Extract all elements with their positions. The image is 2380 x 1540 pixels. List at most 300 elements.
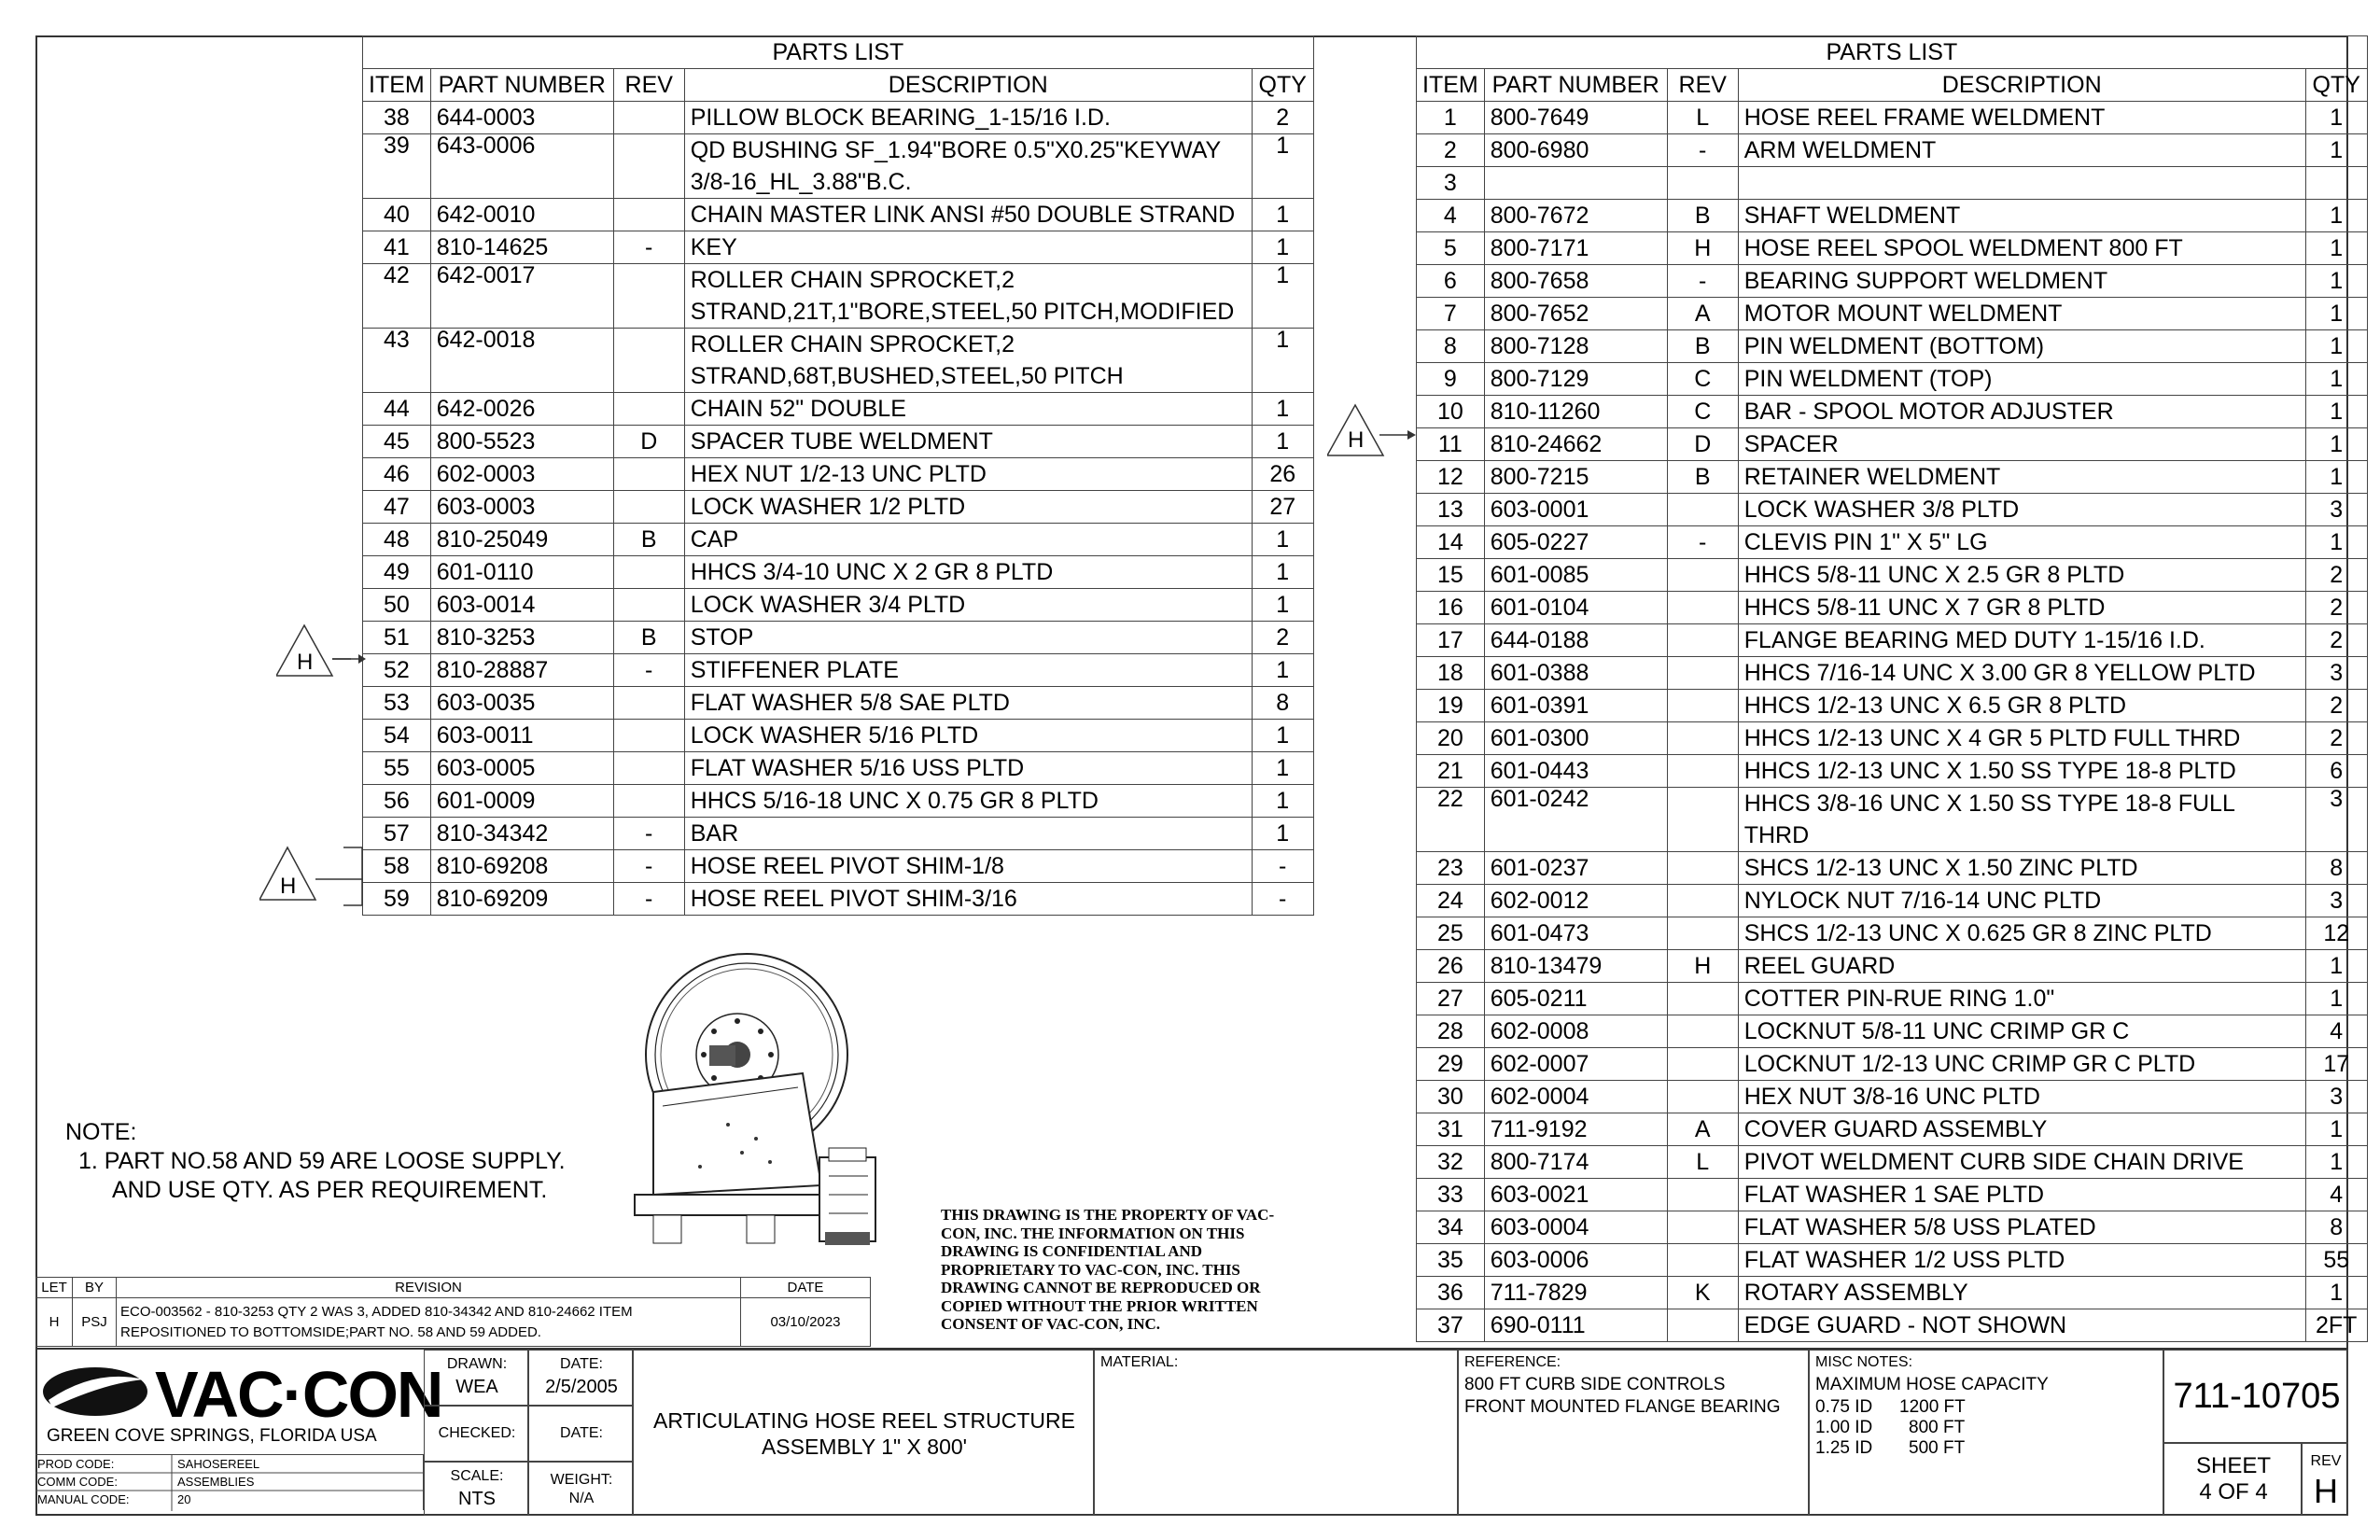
note (65, 1118, 566, 1205)
cell-rev (613, 687, 684, 720)
prod-code: SAHOSEREEL (177, 1457, 260, 1471)
cell-item: 51 (363, 622, 431, 654)
parts-row (1417, 428, 2368, 461)
cell-part: 642-0017 (430, 264, 613, 329)
cell-qty: 1 (2305, 983, 2367, 1015)
cell-part: 601-0242 (1484, 788, 1667, 852)
rev-label: REV (2310, 1453, 2342, 1469)
cell-qty: 1 (1252, 556, 1313, 589)
cell-part: 810-25049 (430, 524, 613, 556)
cell-part: 601-0110 (430, 556, 613, 589)
cell-desc: HOSE REEL PIVOT SHIM-3/16 (684, 883, 1252, 916)
cell-desc: PIN WELDMENT (BOTTOM) (1738, 330, 2305, 363)
cell-desc: RETAINER WELDMENT (1738, 461, 2305, 494)
sheet-label: SHEET (2195, 1453, 2271, 1478)
cell-desc: STOP (684, 622, 1252, 654)
cell-rev (1667, 690, 1738, 722)
misc-label: MISC NOTES: (1815, 1354, 1913, 1370)
cell-qty: 2 (2305, 559, 2367, 592)
cell-qty: 1 (2305, 102, 2367, 134)
parts-row (1417, 526, 2368, 559)
cell-desc: HOSE REEL PIVOT SHIM-1/8 (684, 850, 1252, 883)
cell-part: 644-0003 (430, 102, 613, 134)
cell-desc: LOCK WASHER 5/16 PLTD (684, 720, 1252, 752)
cell-rev (613, 102, 684, 134)
cell-desc: HHCS 5/8-11 UNC X 2.5 GR 8 PLTD (1738, 559, 2305, 592)
cell-rev: B (1667, 461, 1738, 494)
cell-item: 41 (363, 231, 431, 264)
cell-item: 10 (1417, 396, 1485, 428)
parts-row (1417, 396, 2368, 428)
cell-part: 800-7658 (1484, 265, 1667, 298)
cell-part: 810-24662 (1484, 428, 1667, 461)
cell-desc: SPACER TUBE WELDMENT (684, 426, 1252, 458)
scale-label: SCALE: (450, 1468, 504, 1484)
cell-desc: PIN WELDMENT (TOP) (1738, 363, 2305, 396)
cell-desc: CAP (684, 524, 1252, 556)
parts-row (363, 458, 1314, 491)
cell-rev (1667, 788, 1738, 852)
cell-item: 57 (363, 818, 431, 850)
drawing-title-line-2: ASSEMBLY 1" X 800' (761, 1435, 968, 1459)
parts-row (1417, 950, 2368, 983)
parts-row (1417, 592, 2368, 624)
cell-part: 643-0006 (430, 134, 613, 199)
revision-triangle-11 (1327, 403, 1421, 459)
cell-rev (1667, 917, 1738, 950)
cell-part: 601-0085 (1484, 559, 1667, 592)
cell-item: 23 (1417, 852, 1485, 885)
parts-row (1417, 1244, 2368, 1277)
cell-part: 603-0011 (430, 720, 613, 752)
cell-qty: 1 (1252, 785, 1313, 818)
reference-cell (1458, 1350, 1809, 1516)
drawing-title-line-1: ARTICULATING HOSE REEL STRUCTURE (653, 1408, 1075, 1433)
cell-rev (1667, 592, 1738, 624)
cell-qty: 17 (2305, 1048, 2367, 1081)
cell-qty: 12 (2305, 917, 2367, 950)
weight: N/A (568, 1491, 595, 1506)
misc-id-1: 1.00 ID (1815, 1418, 1873, 1437)
cell-rev (1667, 494, 1738, 526)
cell-part: 810-34342 (430, 818, 613, 850)
parts-row (1417, 885, 2368, 917)
cell-item: 17 (1417, 624, 1485, 657)
cell-item: 18 (1417, 657, 1485, 690)
cell-item: 35 (1417, 1244, 1485, 1277)
cell-part: 810-13479 (1484, 950, 1667, 983)
rev-text-line-2: REPOSITIONED TO BOTTOMSIDE;PART NO. 58 AND 59 ADDED. (120, 1323, 541, 1340)
manual-code: 20 (177, 1492, 191, 1506)
cell-rev: L (1667, 1146, 1738, 1179)
cell-desc: SHCS 1/2-13 UNC X 0.625 GR 8 ZINC PLTD (1738, 917, 2305, 950)
parts-row (363, 329, 1314, 393)
cell-qty: 1 (2305, 134, 2367, 167)
cell-desc: ROLLER CHAIN SPROCKET,2 STRAND,21T,1"BORE,STEEL,50 PITCH,MODIFIED (684, 264, 1252, 329)
cell-rev: D (613, 426, 684, 458)
cell-item: 4 (1417, 200, 1485, 232)
cell-rev (1667, 722, 1738, 755)
cell-part: 605-0227 (1484, 526, 1667, 559)
cell-rev (1667, 885, 1738, 917)
material-cell (1094, 1350, 1458, 1516)
cell-rev: A (1667, 1113, 1738, 1146)
cell-qty: 3 (2305, 494, 2367, 526)
parts-row (363, 850, 1314, 883)
cell-qty: 1 (1252, 264, 1313, 329)
parts-row (363, 654, 1314, 687)
cell-desc: HEX NUT 1/2-13 UNC PLTD (684, 458, 1252, 491)
weight-label: WEIGHT: (550, 1472, 613, 1488)
parts-row (1417, 330, 2368, 363)
cell-desc: LOCKNUT 5/8-11 UNC CRIMP GR C (1738, 1015, 2305, 1048)
cell-rev: B (1667, 200, 1738, 232)
cell-rev (1667, 1244, 1738, 1277)
cell-item: 14 (1417, 526, 1485, 559)
cell-desc: PILLOW BLOCK BEARING_1-15/16 I.D. (684, 102, 1252, 134)
cell-qty: 2 (2305, 592, 2367, 624)
parts-row (1417, 690, 2368, 722)
rev-letter: H (2314, 1472, 2338, 1510)
parts-row (1417, 1113, 2368, 1146)
cell-rev: B (613, 622, 684, 654)
checked-date-label: DATE: (560, 1425, 603, 1441)
misc-id-2: 1.25 ID (1815, 1438, 1873, 1458)
cell-rev (613, 458, 684, 491)
cell-desc: STIFFENER PLATE (684, 654, 1252, 687)
cell-item: 16 (1417, 592, 1485, 624)
cell-rev (613, 199, 684, 231)
cell-item: 42 (363, 264, 431, 329)
cell-rev (1667, 1081, 1738, 1113)
cell-rev (1667, 657, 1738, 690)
parts-row (363, 720, 1314, 752)
cell-part: 800-7128 (1484, 330, 1667, 363)
cell-rev (1667, 1015, 1738, 1048)
cell-item: 32 (1417, 1146, 1485, 1179)
cell-rev: - (1667, 526, 1738, 559)
cell-qty: 3 (2305, 657, 2367, 690)
comm-code-label: COMM CODE: (37, 1475, 118, 1489)
rev-date: 03/10/2023 (741, 1298, 871, 1347)
cell-part: 603-0001 (1484, 494, 1667, 526)
cell-part: 601-0443 (1484, 755, 1667, 788)
cell-rev: - (1667, 134, 1738, 167)
col-qty: QTY (1252, 69, 1313, 102)
parts-row (1417, 363, 2368, 396)
cell-desc: LOCKNUT 1/2-13 UNC CRIMP GR C PLTD (1738, 1048, 2305, 1081)
cell-item: 25 (1417, 917, 1485, 950)
cell-rev: - (1667, 265, 1738, 298)
cell-part: 810-14625 (430, 231, 613, 264)
cell-part: 602-0008 (1484, 1015, 1667, 1048)
parts-row (1417, 1015, 2368, 1048)
cell-qty: 1 (1252, 589, 1313, 622)
reference-line-2: FRONT MOUNTED FLANGE BEARING (1464, 1397, 1781, 1417)
cell-part: 800-7672 (1484, 200, 1667, 232)
cell-desc: CHAIN 52" DOUBLE (684, 393, 1252, 426)
parts-row (1417, 1211, 2368, 1244)
rev-col-revision: REVISION (117, 1278, 741, 1298)
parts-row (363, 426, 1314, 458)
col-rev: REV (1667, 69, 1738, 102)
cell-item: 15 (1417, 559, 1485, 592)
parts-row (363, 393, 1314, 426)
parts-row (363, 785, 1314, 818)
cell-item: 52 (363, 654, 431, 687)
cell-part: 605-0211 (1484, 983, 1667, 1015)
note-heading: NOTE: (65, 1119, 137, 1145)
cell-qty (2305, 167, 2367, 200)
cell-desc: HOSE REEL FRAME WELDMENT (1738, 102, 2305, 134)
parts-row (1417, 1277, 2368, 1309)
parts-row (1417, 755, 2368, 788)
cell-part: 800-7129 (1484, 363, 1667, 396)
cell-qty: 4 (2305, 1179, 2367, 1211)
col-part-number: PART NUMBER (430, 69, 613, 102)
col-description: DESCRIPTION (684, 69, 1252, 102)
cell-item: 29 (1417, 1048, 1485, 1081)
cell-item: 33 (1417, 1179, 1485, 1211)
cell-part: 602-0003 (430, 458, 613, 491)
cell-item: 27 (1417, 983, 1485, 1015)
parts-list-title: PARTS LIST (1417, 36, 2368, 69)
weight-cell (528, 1462, 633, 1516)
cell-desc: FLAT WASHER 5/8 USS PLATED (1738, 1211, 2305, 1244)
cell-qty: 1 (1252, 231, 1313, 264)
parts-row (1417, 134, 2368, 167)
cell-rev: - (613, 883, 684, 916)
cell-desc: HEX NUT 3/8-16 UNC PLTD (1738, 1081, 2305, 1113)
misc-title: MAXIMUM HOSE CAPACITY (1815, 1375, 2049, 1394)
cell-rev: - (613, 818, 684, 850)
cell-qty: 1 (2305, 1277, 2367, 1309)
misc-cap-0: 1200 FT (1899, 1397, 1966, 1417)
cell-item: 26 (1417, 950, 1485, 983)
cell-qty: 2FT (2305, 1309, 2367, 1342)
cell-part: 711-9192 (1484, 1113, 1667, 1146)
parts-row (1417, 624, 2368, 657)
drawn-label: DRAWN: (446, 1356, 508, 1372)
cell-part: 603-0035 (430, 687, 613, 720)
cell-part: 602-0007 (1484, 1048, 1667, 1081)
parts-list-right (1416, 35, 2368, 1342)
misc-notes-cell (1809, 1350, 2163, 1516)
cell-desc: ROLLER CHAIN SPROCKET,2 STRAND,68T,BUSHED,STEEL,50 PITCH (684, 329, 1252, 393)
cell-rev (613, 785, 684, 818)
checked-cell (424, 1406, 528, 1462)
cell-qty: 1 (2305, 950, 2367, 983)
cell-desc: FLAT WASHER 1 SAE PLTD (1738, 1179, 2305, 1211)
cell-desc: MOTOR MOUNT WELDMENT (1738, 298, 2305, 330)
cell-part: 810-69208 (430, 850, 613, 883)
note-line-1: 1. PART NO.58 AND 59 ARE LOOSE SUPPLY. (78, 1148, 566, 1174)
cell-desc: COTTER PIN-RUE RING 1.0" (1738, 983, 2305, 1015)
cell-desc: HHCS 3/4-10 UNC X 2 GR 8 PLTD (684, 556, 1252, 589)
cell-item: 7 (1417, 298, 1485, 330)
cell-part (1484, 167, 1667, 200)
date-label: DATE: (560, 1356, 603, 1372)
cell-qty: 2 (2305, 624, 2367, 657)
cell-qty: 6 (2305, 755, 2367, 788)
cell-desc: FLAT WASHER 1/2 USS PLTD (1738, 1244, 2305, 1277)
cell-desc: HHCS 1/2-13 UNC X 4 GR 5 PLTD FULL THRD (1738, 722, 2305, 755)
cell-item: 39 (363, 134, 431, 199)
cell-item: 45 (363, 426, 431, 458)
cell-item: 12 (1417, 461, 1485, 494)
parts-row (363, 687, 1314, 720)
location: GREEN COVE SPRINGS, FLORIDA USA (47, 1426, 377, 1446)
revision-marker: H (297, 650, 314, 675)
parts-row (363, 102, 1314, 134)
proprietary-notice: THIS DRAWING IS THE PROPERTY OF VAC-CON, INC. THE INFORMATION ON THIS DRAWING IS CONFIDENTIAL AND PROPRIETARY TO VAC-CON, INC. THIS DRAWING CANNOT BE REPRODUCED OR COPIED WITHOUT THE PRIOR WRITTEN CONSENT OF VAC-CON, INC. (941, 1206, 1275, 1333)
cell-item: 48 (363, 524, 431, 556)
title-cell (633, 1350, 1094, 1516)
cell-rev: - (613, 850, 684, 883)
cell-qty: 4 (2305, 1015, 2367, 1048)
cell-part: 711-7829 (1484, 1277, 1667, 1309)
cell-item: 59 (363, 883, 431, 916)
cell-desc: PIVOT WELDMENT CURB SIDE CHAIN DRIVE (1738, 1146, 2305, 1179)
cell-item: 36 (1417, 1277, 1485, 1309)
title-block (35, 1348, 2348, 1518)
cell-item: 56 (363, 785, 431, 818)
cell-part: 603-0014 (430, 589, 613, 622)
parts-row (363, 556, 1314, 589)
cell-item: 43 (363, 329, 431, 393)
cell-item: 22 (1417, 788, 1485, 852)
cell-item: 46 (363, 458, 431, 491)
cell-part: 642-0026 (430, 393, 613, 426)
cell-qty: 1 (2305, 298, 2367, 330)
cell-part: 601-0300 (1484, 722, 1667, 755)
cell-item: 47 (363, 491, 431, 524)
cell-part: 800-7215 (1484, 461, 1667, 494)
sheet-cell (2163, 1443, 2302, 1516)
cell-part: 601-0104 (1484, 592, 1667, 624)
parts-row (1417, 167, 2368, 200)
scale: NTS (458, 1489, 496, 1509)
hose-reel-illustration (597, 952, 915, 1260)
parts-row (363, 622, 1314, 654)
parts-row (363, 818, 1314, 850)
parts-row (1417, 983, 2368, 1015)
cell-item: 6 (1417, 265, 1485, 298)
cell-rev (613, 556, 684, 589)
material-label: MATERIAL: (1100, 1354, 1179, 1370)
cell-qty: 55 (2305, 1244, 2367, 1277)
cell-item: 49 (363, 556, 431, 589)
cell-item: 20 (1417, 722, 1485, 755)
date-cell (528, 1350, 633, 1406)
cell-item: 55 (363, 752, 431, 785)
cell-rev: C (1667, 363, 1738, 396)
cell-part: 601-0473 (1484, 917, 1667, 950)
rev-col-date: DATE (741, 1278, 871, 1298)
cell-item: 13 (1417, 494, 1485, 526)
revision-triangle-58-59 (259, 846, 371, 911)
scale-cell (424, 1462, 528, 1516)
rev-col-let: LET (36, 1278, 73, 1298)
cell-desc: BEARING SUPPORT WELDMENT (1738, 265, 2305, 298)
col-qty: QTY (2305, 69, 2367, 102)
rev-let: H (36, 1298, 73, 1347)
cell-part: 601-0391 (1484, 690, 1667, 722)
cell-item: 1 (1417, 102, 1485, 134)
cell-rev: B (613, 524, 684, 556)
comm-code: ASSEMBLIES (177, 1475, 255, 1489)
cell-qty: 26 (1252, 458, 1313, 491)
cell-desc: KEY (684, 231, 1252, 264)
note-line-2: AND USE QTY. AS PER REQUIREMENT. (112, 1177, 548, 1203)
rev-text (117, 1298, 741, 1347)
cell-desc: HHCS 5/16-18 UNC X 0.75 GR 8 PLTD (684, 785, 1252, 818)
cell-desc: HHCS 1/2-13 UNC X 1.50 SS TYPE 18-8 PLTD (1738, 755, 2305, 788)
cell-qty: 1 (1252, 818, 1313, 850)
cell-item: 38 (363, 102, 431, 134)
cell-part: 644-0188 (1484, 624, 1667, 657)
cell-qty: 1 (2305, 232, 2367, 265)
cell-part: 810-28887 (430, 654, 613, 687)
parts-row (1417, 200, 2368, 232)
cell-desc: HHCS 3/8-16 UNC X 1.50 SS TYPE 18-8 FULL THRD (1738, 788, 2305, 852)
cell-item: 34 (1417, 1211, 1485, 1244)
cell-rev (613, 491, 684, 524)
cell-rev (613, 720, 684, 752)
cell-part: 642-0010 (430, 199, 613, 231)
parts-row (1417, 1309, 2368, 1342)
drawn-by: WEA (455, 1377, 498, 1397)
cell-qty: 1 (2305, 1113, 2367, 1146)
manual-code-label: MANUAL CODE: (37, 1492, 130, 1506)
cell-qty: 8 (1252, 687, 1313, 720)
drawn-date: 2/5/2005 (545, 1377, 618, 1397)
parts-row (363, 231, 1314, 264)
cell-rev (613, 589, 684, 622)
col-description: DESCRIPTION (1738, 69, 2305, 102)
cell-desc: FLAT WASHER 5/16 USS PLTD (684, 752, 1252, 785)
cell-rev (613, 393, 684, 426)
cell-rev: C (1667, 396, 1738, 428)
checked-label: CHECKED: (438, 1425, 516, 1441)
parts-row (363, 199, 1314, 231)
parts-row (1417, 1081, 2368, 1113)
cell-qty: 1 (1252, 720, 1313, 752)
cell-part: 603-0003 (430, 491, 613, 524)
revision-marker: H (280, 874, 297, 899)
cell-qty: - (1252, 883, 1313, 916)
parts-row (363, 524, 1314, 556)
cell-qty: 2 (1252, 622, 1313, 654)
cell-item: 8 (1417, 330, 1485, 363)
cell-part: 800-7649 (1484, 102, 1667, 134)
cell-qty: 1 (1252, 199, 1313, 231)
cell-part: 810-11260 (1484, 396, 1667, 428)
parts-row (363, 883, 1314, 916)
parts-row (1417, 102, 2368, 134)
cell-item: 30 (1417, 1081, 1485, 1113)
logo-text: VAC·CON (155, 1358, 442, 1431)
cell-rev: - (613, 654, 684, 687)
cell-desc: EDGE GUARD - NOT SHOWN (1738, 1309, 2305, 1342)
drawing-number: 711-10705 (2173, 1377, 2341, 1416)
cell-rev (1667, 167, 1738, 200)
codes-area (35, 1454, 424, 1510)
logo-area (35, 1350, 442, 1452)
parts-row (1417, 1179, 2368, 1211)
cell-qty: 1 (2305, 200, 2367, 232)
cell-item: 40 (363, 199, 431, 231)
